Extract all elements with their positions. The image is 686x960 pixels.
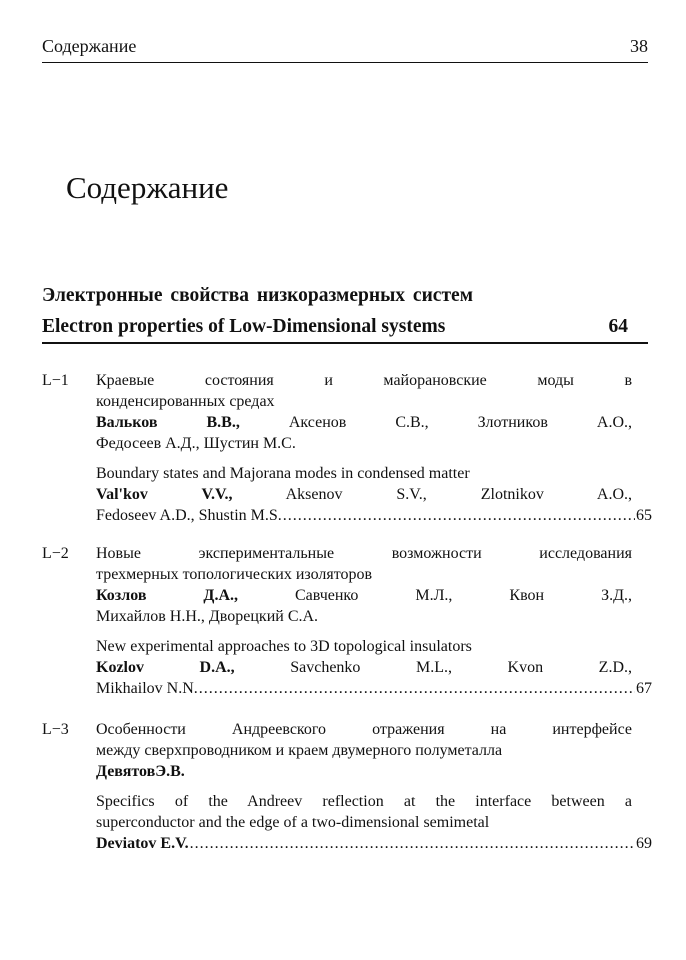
section-title-ru: Электронные свойства низкоразмерных систем xyxy=(42,285,473,306)
section-heading xyxy=(42,280,648,342)
section-title-en: Electron properties of Low-Dimensional systems xyxy=(42,316,446,337)
entry-title-ru-line: Краевые состояния и майорановские моды в xyxy=(96,372,632,389)
entry-title-en-line: Specifics of the Andreev reflection at the interface between a xyxy=(96,793,632,810)
running-head xyxy=(42,36,648,63)
entry-leader-line xyxy=(96,678,652,699)
coauthors: Савченко М.Л., Квон З.Д., xyxy=(238,587,633,604)
coauthors: Aksenov S.V., Zlotnikov A.O., xyxy=(232,486,632,503)
first-author: Kozlov D.A., xyxy=(96,659,235,676)
entry-title-en-line: superconductor and the edge of a two-dimensional semimetal xyxy=(96,814,490,831)
entry-authors-en-line xyxy=(96,657,632,678)
entry-title-ru-line: трехмерных топологических изоляторов xyxy=(96,566,373,583)
coauthors: Savchenko M.L., Kvon Z.D., xyxy=(234,659,632,676)
entry-authors-en-line: Fedoseev A.D., Shustin M.S. xyxy=(96,507,282,524)
entry-authors-ru-line xyxy=(96,412,632,433)
first-author: Val'kov V.V., xyxy=(96,486,233,503)
entry-title-en-line: New experimental approaches to 3D topological insulators xyxy=(96,638,472,655)
entry-authors-en-line: Mikhailov N.N. xyxy=(96,680,198,697)
section-page-number: 64 xyxy=(608,316,628,337)
first-author: Козлов Д.А., xyxy=(96,587,238,604)
entry-title-ru-line: Новые экспериментальные возможности исследования xyxy=(96,545,632,562)
dot-leader xyxy=(283,505,635,526)
entry-authors-en-line xyxy=(96,484,632,505)
entry-authors-en-line: Deviatov E.V. xyxy=(96,835,189,852)
coauthors: Аксенов С.В., Злотников А.О., xyxy=(239,414,633,431)
entry-title-ru-line: конденсированных средах xyxy=(96,393,275,410)
entry-code: L−2 xyxy=(42,545,69,562)
running-head-page-number: 38 xyxy=(630,36,648,56)
entry-authors-ru-line: ДевятовЭ.В. xyxy=(96,763,185,780)
entry-code: L−1 xyxy=(42,372,69,389)
entry-body xyxy=(96,370,652,526)
dot-leader xyxy=(199,678,635,699)
entry-body xyxy=(96,719,652,854)
entry-authors-ru-line: Михайлов Н.Н., Дворецкий С.А. xyxy=(96,608,319,625)
entry-code: L−3 xyxy=(42,721,69,738)
entry-authors-ru-line: Федосеев А.Д., Шустин М.С. xyxy=(96,435,296,452)
entry-leader-line xyxy=(96,833,652,854)
entry-page-number: 69 xyxy=(636,835,652,852)
entry-title-en-line: Boundary states and Majorana modes in condensed matter xyxy=(96,465,470,482)
entry-body xyxy=(96,543,652,699)
entry-title-ru-line: между сверхпроводником и краем двумерного полуметалла xyxy=(96,742,503,759)
running-head-title: Содержание xyxy=(42,36,137,56)
section-divider xyxy=(42,342,648,344)
entry-leader-line xyxy=(96,505,652,526)
entry-page-number: 67 xyxy=(636,680,652,697)
entry-authors-ru-line xyxy=(96,585,632,606)
page-title: Содержание xyxy=(66,170,229,205)
entry-title-ru-line: Особенности Андреевского отражения на интерфейсе xyxy=(96,721,632,738)
first-author: Вальков В.В., xyxy=(96,414,240,431)
entry-page-number: 65 xyxy=(636,507,652,524)
dot-leader xyxy=(190,833,635,854)
